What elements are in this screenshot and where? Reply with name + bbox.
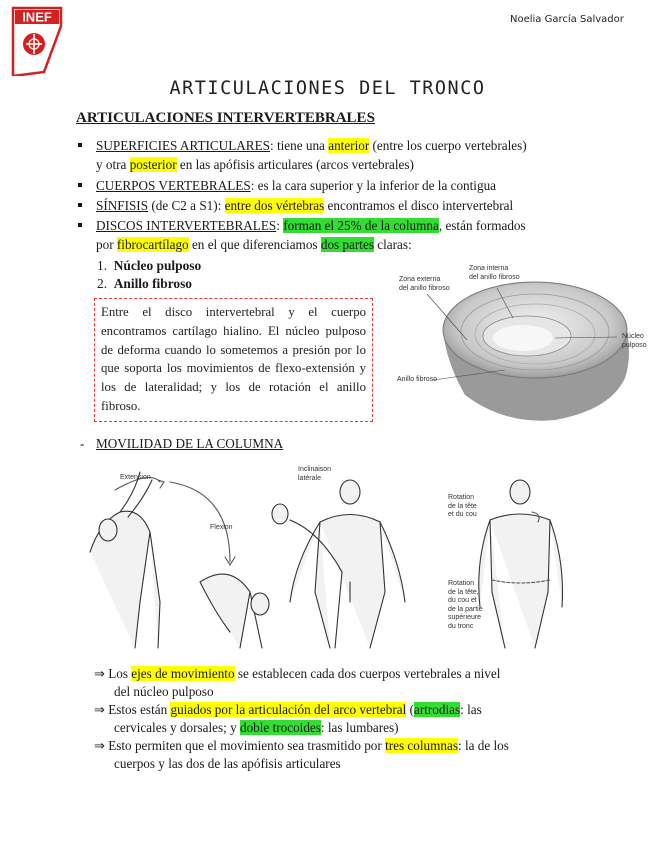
part-anillo: 2. Anillo fibroso — [97, 276, 193, 291]
arrow-item-ejes: ⇒ Los ejes de movimiento se establecen cada dos cuerpos vertebrales a nivel — [94, 666, 501, 682]
bullet-discos-line2: por fibrocartílago en el que diferenciamos dos partes claras: — [96, 237, 412, 252]
double-arrow-icon: ⇒ — [94, 703, 105, 718]
logo-text: INEF — [22, 9, 52, 25]
bullet-discos: DISCOS INTERVERTEBRALES: forman el 25% de la columna, están formados — [96, 218, 526, 233]
author-name: Noelia García Salvador — [510, 14, 624, 25]
label-flexion: Flexion — [210, 524, 233, 531]
arrow-item-columnas-line2: cuerpos y las dos de las apófisis articulares — [114, 756, 341, 771]
bullet-marker — [78, 183, 82, 187]
bullet-cuerpos: CUERPOS VERTEBRALES: es la cara superior y la inferior de la contigua — [96, 178, 497, 193]
section-heading-movilidad: MOVILIDAD DE LA COLUMNA — [96, 436, 284, 451]
label-extension: Extension — [120, 474, 151, 481]
label-rotation-head: Rotation de la tête et du cou — [448, 494, 477, 518]
note-box: Entre el disco intervertebral y el cuerpo encontramos cartílago hialino. El núcleo pulposo de deforma cuando lo sometemos a presión por lo que soporta los movimientos de flexo-extensión y los de lateralidad; y los de rotación el anillo fibroso. — [94, 298, 373, 422]
part-nucleo: 1. Núcleo pulposo — [97, 258, 202, 273]
bullet-superficies: SUPERFICIES ARTICULARES: tiene una anterior (entre los cuerpo vertebrales) — [96, 138, 527, 153]
section-heading-intervertebrales: ARTICULACIONES INTERVERTEBRALES — [76, 110, 375, 126]
bullet-marker — [78, 143, 82, 147]
spine-movement-figure — [80, 462, 575, 654]
double-arrow-icon: ⇒ — [94, 739, 105, 754]
bullet-marker — [78, 203, 82, 207]
label-inner-annulus: Zona interna del anillo fibroso — [469, 265, 520, 281]
bullet-sinfisis: SÍNFISIS (de C2 a S1): entre dos vértebras encontramos el disco intervertebral — [96, 198, 514, 213]
double-arrow-icon: ⇒ — [94, 667, 105, 682]
bullet-marker — [78, 223, 82, 227]
label-outer-annulus: Zona externa del anillo fibroso — [399, 276, 450, 292]
arrow-item-columnas: ⇒ Esto permiten que el movimiento sea trasmitido por tres columnas: la de los — [94, 738, 509, 754]
page-title: ARTICULACIONES DEL TRONCO — [169, 78, 486, 99]
bullet-superficies-line2: y otra posterior en las apófisis articulares (arcos vertebrales) — [96, 157, 414, 172]
inef-logo — [10, 6, 64, 76]
section2-dash: - — [80, 436, 85, 451]
arrow-item-guiados: ⇒ Estos están guiados por la articulación del arco vertebral (artrodias: las — [94, 702, 482, 718]
label-nucleus: Núcleo pulposo — [622, 333, 647, 349]
intervertebral-disc-figure — [385, 260, 655, 430]
label-rotation-trunk: Rotation de la tête, du cou et de la partie supérieure du tronc — [448, 580, 483, 630]
label-annulus: Anillo fibroso — [397, 376, 438, 383]
label-lateral-inclination: Inclinaison latérale — [298, 466, 332, 482]
arrow-item-ejes-line2: del núcleo pulposo — [114, 684, 214, 699]
arrow-item-guiados-line2: cervicales y dorsales; y doble trocoides: las lumbares) — [114, 720, 399, 735]
